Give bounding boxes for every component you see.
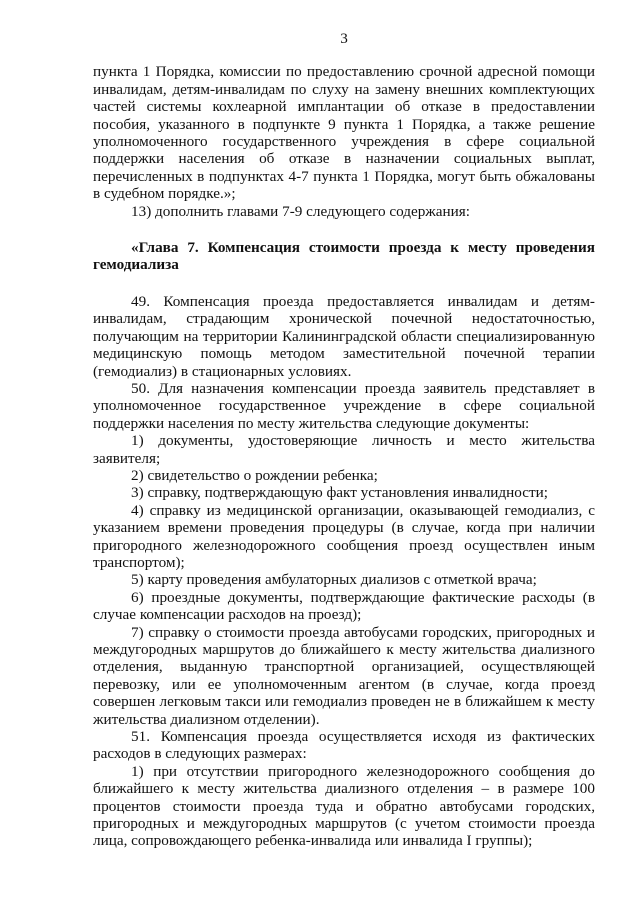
paragraph-51: 51. Компенсация проезда осуществляется исходя из фактических расходов в следующих размерах: [93,728,595,763]
paragraph-item-13: 13) дополнить главами 7-9 следующего содержания: [131,202,471,220]
list-item-1: 1) документы, удостоверяющие личность и место жительства заявителя; [93,432,595,467]
list-item-6: 6) проездные документы, подтверждающие фактические расходы (в случае компенсации расходов на проезд); [93,588,595,624]
list-item-7: 7) справку о стоимости проезда автобусами городских, пригородных и междугородных маршрутов до ближайшего к месту жительства диализного отделения, выданную транспортной организацией, осуществляющей перевозку, или ее уполномоченным агентом (в случае, когда проезд совершен легковым такси или гемодиализ проведен не в ближайшем к месту жительства диализном отделении). [93,623,595,728]
chapter-heading: «Глава 7. Компенсация стоимости проезда к месту проведения гемодиализа [93,239,595,274]
paragraph-50: 50. Для назначения компенсации проезда заявитель представляет в уполномоченное государственное учреждение в сфере социальной поддержки населения по месту жительства следующие документы: [93,379,595,432]
list-item-3: 3) справку, подтверждающую факт установления инвалидности; [131,484,548,502]
list-item-51-1: 1) при отсутствии пригородного железнодорожного сообщения до ближайшего к месту жительства диализного отделения – в размере 100 процентов стоимости проезда туда и обратно автобусами городских, пригородных и междугородных маршрутов (с учетом стоимости проезда лица, сопровождающего ребенка-инвалида или инвалида I группы); [93,762,595,850]
list-item-5: 5) карту проведения амбулаторных диализов с отметкой врача; [131,571,537,589]
page-number: 3 [340,30,348,47]
list-item-4: 4) справку из медицинской организации, оказывающей гемодиализ, с указанием времени проведения процедуры (в случае, когда при наличии пригородного железнодорожного сообщения проезд осуществлен иным транспортом); [93,501,595,571]
list-item-2: 2) свидетельство о рождении ребенка; [131,466,378,484]
paragraph-continuation: пункта 1 Порядка, комиссии по предоставлению срочной адресной помощи инвалидам, детям-инвалидам по слуху на замену внешних комплектующих частей системы кохлеарной имплантации об отказе в предоставлении пособия, указанного в подпункте 9 пункта 1 Порядка, а также решение уполномоченного государственного учреждения в сфере социальной поддержки населения об отказе в назначении социальных выплат, перечисленных в подпунктах 4-7 пункта 1 Порядка, могут быть обжалованы в судебном порядке.»; [93,63,595,203]
paragraph-49: 49. Компенсация проезда предоставляется инвалидам и детям-инвалидам, страдающим хронической почечной недостаточностью, получающим на территории Калининградской области специализированную медицинскую помощь методом заместительной почечной терапии (гемодиализ) в стационарных условиях. [93,292,595,380]
